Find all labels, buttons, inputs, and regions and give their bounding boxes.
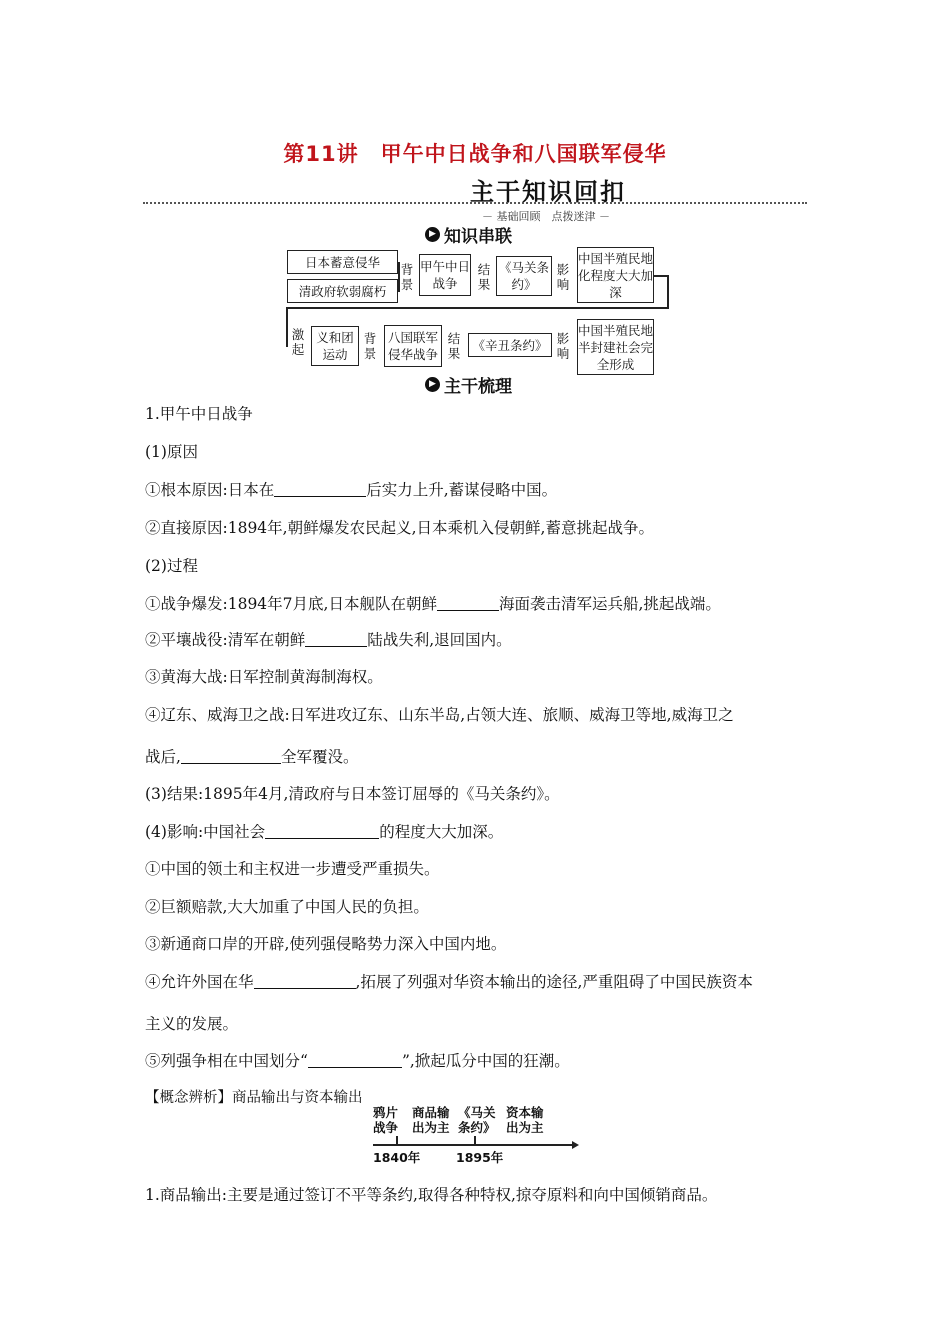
line-impact-4-cont: 主义的发展。 [145, 1015, 239, 1033]
fill-blank[interactable] [265, 823, 379, 840]
line-result: (3)结果:1895年4月,清政府与日本签订屈辱的《马关条约》。 [145, 785, 560, 803]
concept-heading: 【概念辨析】商品输出与资本输出 [145, 1090, 363, 1106]
line-direct-cause: ②直接原因:1894年,朝鲜爆发农民起义,日本乘机入侵朝鲜,蓄意挑起战争。 [145, 519, 654, 537]
label-aroused: 激起 [291, 327, 305, 357]
label-background-2: 背景 [363, 331, 377, 361]
label-influence-2: 影响 [556, 331, 570, 361]
box-semifeudal-formed: 中国半殖民地半封建社会完全形成 [577, 319, 654, 375]
section-banner: 主干知识回扣 [470, 178, 626, 206]
line-impact: (4)影响:中国社会 的程度大大加深。 [145, 823, 504, 841]
timeline-year-1895: 1895年 [456, 1150, 504, 1165]
fill-blank[interactable] [305, 631, 367, 648]
section-main-outline-label: 主干梳理 [444, 377, 512, 397]
connector [286, 307, 288, 347]
line-root-cause: ①根本原因:日本在 后实力上升,蓄谋侵略中国。 [145, 481, 558, 499]
section-knowledge-chain [425, 222, 512, 247]
box-eight-nation-war: 八国联军侵华战争 [384, 325, 442, 367]
connector [654, 275, 668, 277]
play-bullet-icon: ▶ [425, 227, 440, 242]
label-result: 结果 [477, 262, 491, 292]
box-boxer-movement: 义和团运动 [311, 326, 359, 366]
heading-cause: (1)原因 [145, 443, 198, 461]
label-influence: 影响 [556, 262, 570, 292]
box-semicolonization-deepened: 中国半殖民地化程度大大加深 [577, 247, 654, 303]
connector [667, 275, 669, 308]
box-qing-weak: 清政府软弱腐朽 [287, 279, 398, 303]
label-background: 背景 [400, 262, 414, 292]
timeline-tick [474, 1136, 476, 1145]
connector [398, 262, 400, 292]
line-impact-1: ①中国的领土和主权进一步遭受严重损失。 [145, 860, 440, 878]
box-japan-invasion: 日本蓄意侵华 [287, 250, 398, 274]
line-impact-3: ③新通商口岸的开辟,使列强侵略势力深入中国内地。 [145, 935, 507, 953]
play-bullet-icon: ▶ [425, 377, 440, 392]
label-result-2: 结果 [447, 331, 461, 361]
heading-war: 1.甲午中日战争 [145, 405, 253, 423]
line-impact-5: ⑤列强争相在中国划分“ ”,掀起瓜分中国的狂潮。 [145, 1052, 570, 1070]
line-impact-2: ②巨额赔款,大大加重了中国人民的负担。 [145, 898, 429, 916]
line-impact-4: ④允许外国在华 ,拓展了列强对华资本输出的途径,严重阻碍了中国民族资本 [145, 973, 753, 991]
fill-blank[interactable] [308, 1052, 402, 1069]
section-main-outline [425, 372, 512, 397]
timeline-tick [396, 1136, 398, 1145]
fill-blank[interactable] [254, 973, 356, 990]
fill-blank[interactable] [181, 748, 281, 765]
page-title: 第11讲 甲午中日战争和八国联军侵华 [283, 142, 667, 166]
fill-blank[interactable] [437, 595, 499, 612]
line-pyongyang: ②平壤战役:清军在朝鲜 陆战失利,退回国内。 [145, 631, 512, 649]
fill-blank[interactable] [274, 481, 366, 498]
line-liaodong: ④辽东、威海卫之战:日军进攻辽东、山东半岛,占领大连、旅顺、威海卫等地,威海卫之 [145, 706, 734, 724]
line-weihaiwei: 战后, 全军覆没。 [145, 748, 359, 766]
timeline-label-opium-war: 鸦片 战争 [373, 1105, 399, 1135]
connector [286, 307, 669, 309]
timeline-label-capital: 资本输 出为主 [506, 1105, 544, 1135]
timeline-arrow-icon [572, 1141, 579, 1149]
line-outbreak: ①战争爆发:1894年7月底,日本舰队在朝鲜 海面袭击清军运兵船,挑起战端。 [145, 595, 721, 613]
timeline-year-1840: 1840年 [373, 1150, 421, 1165]
banner-subtitle: － 基础回顾 点拨迷津 － [482, 210, 610, 223]
section-knowledge-chain-label: 知识串联 [444, 227, 512, 247]
box-sino-japanese-war: 甲午中日战争 [419, 254, 471, 296]
box-boxer-protocol: 《辛丑条约》 [468, 333, 552, 357]
line-yellow-sea: ③黄海大战:日军控制黄海制海权。 [145, 668, 383, 686]
box-shimonoseki-treaty: 《马关条约》 [496, 256, 552, 296]
dotted-divider [143, 202, 807, 204]
heading-process: (2)过程 [145, 557, 198, 575]
timeline-axis [373, 1144, 573, 1146]
timeline-label-commodity: 商品输 出为主 [412, 1105, 450, 1135]
timeline-label-treaty: 《马关 条约》 [458, 1105, 496, 1135]
line-commodity-export: 1.商品输出:主要是通过签订不平等条约,取得各种特权,掠夺原料和向中国倾销商品。 [145, 1186, 718, 1204]
